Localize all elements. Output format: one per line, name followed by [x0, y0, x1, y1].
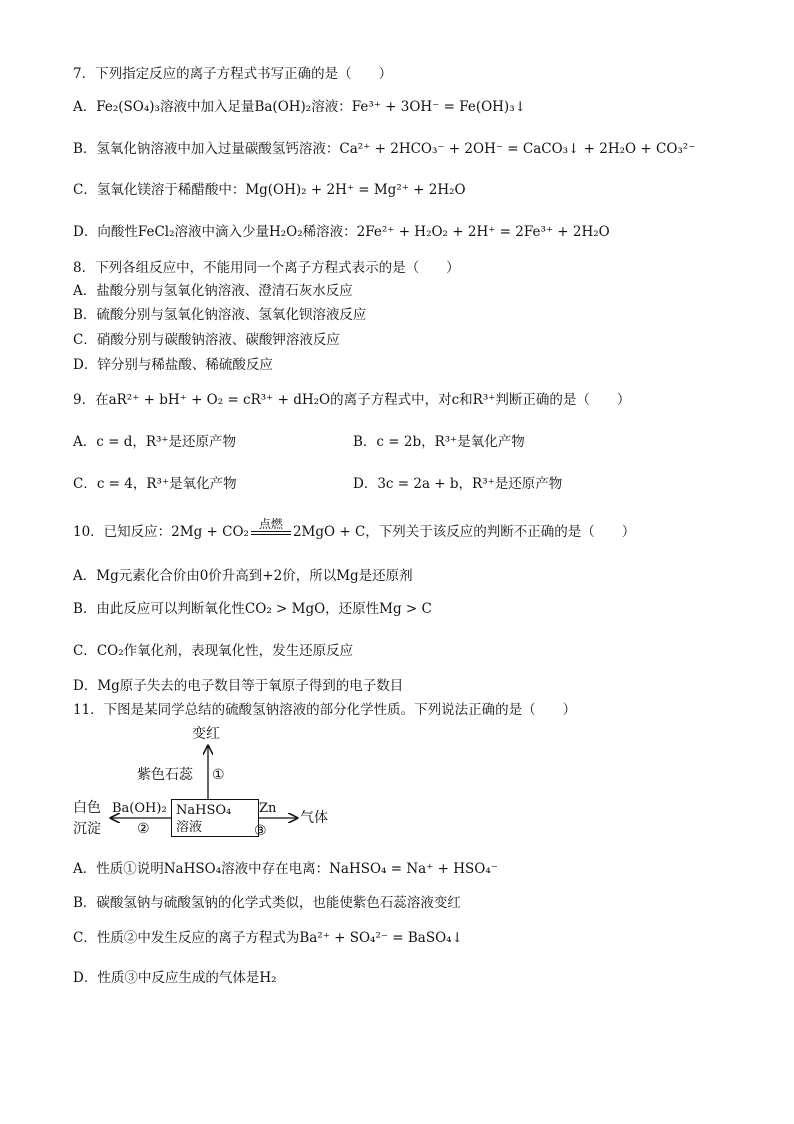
right-result-label: 气体: [300, 810, 328, 826]
q9-option-a: A．c = d，R³⁺是还原产物: [73, 434, 237, 450]
q8-stem: 8．下列各组反应中，不能用同一个离子方程式表示的是（ ）: [73, 260, 460, 276]
top-result-label: 变红: [192, 726, 220, 742]
q7-option-a: A．Fe₂(SO₄)₃溶液中加入足量Ba(OH)₂溶液：Fe³⁺ + 3OH⁻ = Fe(OH)₃↓: [73, 99, 526, 115]
q9-stem: 9．在aR²⁺ + bH⁺ + O₂ = cR³⁺ + dH₂O的离子方程式中，对c和R³⁺判断正确的是（ ）: [73, 392, 631, 408]
right-reagent-label: Zn: [259, 801, 277, 816]
box-line2: 溶液: [176, 820, 203, 835]
q9-option-d: D．3c = 2a + b，R³⁺是还原产物: [353, 476, 563, 492]
q8-option-d: D．锌分别与稀盐酸、稀硫酸反应: [73, 357, 273, 373]
q11-option-d: D．性质③中反应生成的气体是H₂: [73, 970, 277, 986]
q10-stem-pre: 10．已知反应：2Mg + CO₂: [73, 524, 249, 540]
q8-option-c: C．硝酸分别与碳酸钠溶液、碳酸钾溶液反应: [73, 332, 340, 348]
q7-stem: 7．下列指定反应的离子方程式书写正确的是（ ）: [73, 66, 393, 82]
top-mark: ①: [212, 767, 225, 783]
left-result-line1: 白色: [73, 800, 101, 816]
q7-option-b: B．氢氧化钠溶液中加入过量碳酸氢钙溶液：Ca²⁺ + 2HCO₃⁻ + 2OH⁻ = CaCO₃↓ + 2H₂O + CO₃²⁻: [73, 141, 696, 157]
q7-option-c: C．氢氧化镁溶于稀醋酸中：Mg(OH)₂ + 2H⁺ = Mg²⁺ + 2H₂O: [73, 182, 466, 198]
q10-stem-post: 2MgO + C，下列关于该反应的判断不正确的是（ ）: [292, 524, 636, 540]
q9-option-c: C．c = 4，R³⁺是氧化产物: [73, 476, 237, 492]
nahso4-properties-diagram: [73, 726, 373, 841]
q10-option-d: D．Mg原子失去的电子数目等于氧原子得到的电子数目: [73, 678, 404, 694]
q9-option-b: B．c = 2b，R³⁺是氧化产物: [353, 434, 525, 450]
q11-option-c: C．性质②中发生反应的离子方程式为Ba²⁺ + SO₄²⁻ = BaSO₄↓: [73, 930, 463, 946]
q10-option-c: C．CO₂作氧化剂，表现氧化性，发生还原反应: [73, 643, 354, 659]
q11-stem: 11．下图是某同学总结的硫酸氢钠溶液的部分化学性质。下列说法正确的是（ ）: [73, 702, 577, 718]
left-result-line2: 沉淀: [73, 821, 101, 837]
top-reagent-label: 紫色石蕊: [137, 767, 193, 783]
nahso4-box: [171, 799, 259, 837]
q11-option-b: B．碳酸氢钠与硫酸氢钠的化学式类似，也能使紫色石蕊溶液变红: [73, 895, 461, 911]
q10-condition-arrow: [251, 516, 291, 535]
q11-option-a: A．性质①说明NaHSO₄溶液中存在电离：NaHSO₄ = Na⁺ + HSO₄⁻: [73, 861, 498, 877]
q8-option-a: A．盐酸分别与氢氧化钠溶液、澄清石灰水反应: [73, 283, 353, 299]
box-line1: NaHSO₄: [176, 803, 232, 818]
q10-option-b: B．由此反应可以判断氧化性CO₂ > MgO，还原性Mg > C: [73, 601, 432, 617]
q8-option-b: B．硫酸分别与氢氧化钠溶液、氢氧化钡溶液反应: [73, 307, 367, 323]
q10-stem: [73, 516, 636, 542]
left-mark: ②: [137, 821, 150, 837]
left-reagent-label: Ba(OH)₂: [112, 801, 167, 816]
q10-condition-label: 点燃: [258, 516, 283, 531]
q7-option-d: D．向酸性FeCl₂溶液中滴入少量H₂O₂稀溶液：2Fe²⁺ + H₂O₂ + 2H⁺ = 2Fe³⁺ + 2H₂O: [73, 224, 610, 240]
right-mark: ③: [254, 823, 267, 839]
q10-option-a: A．Mg元素化合价由0价升高到+2价，所以Mg是还原剂: [73, 568, 413, 584]
